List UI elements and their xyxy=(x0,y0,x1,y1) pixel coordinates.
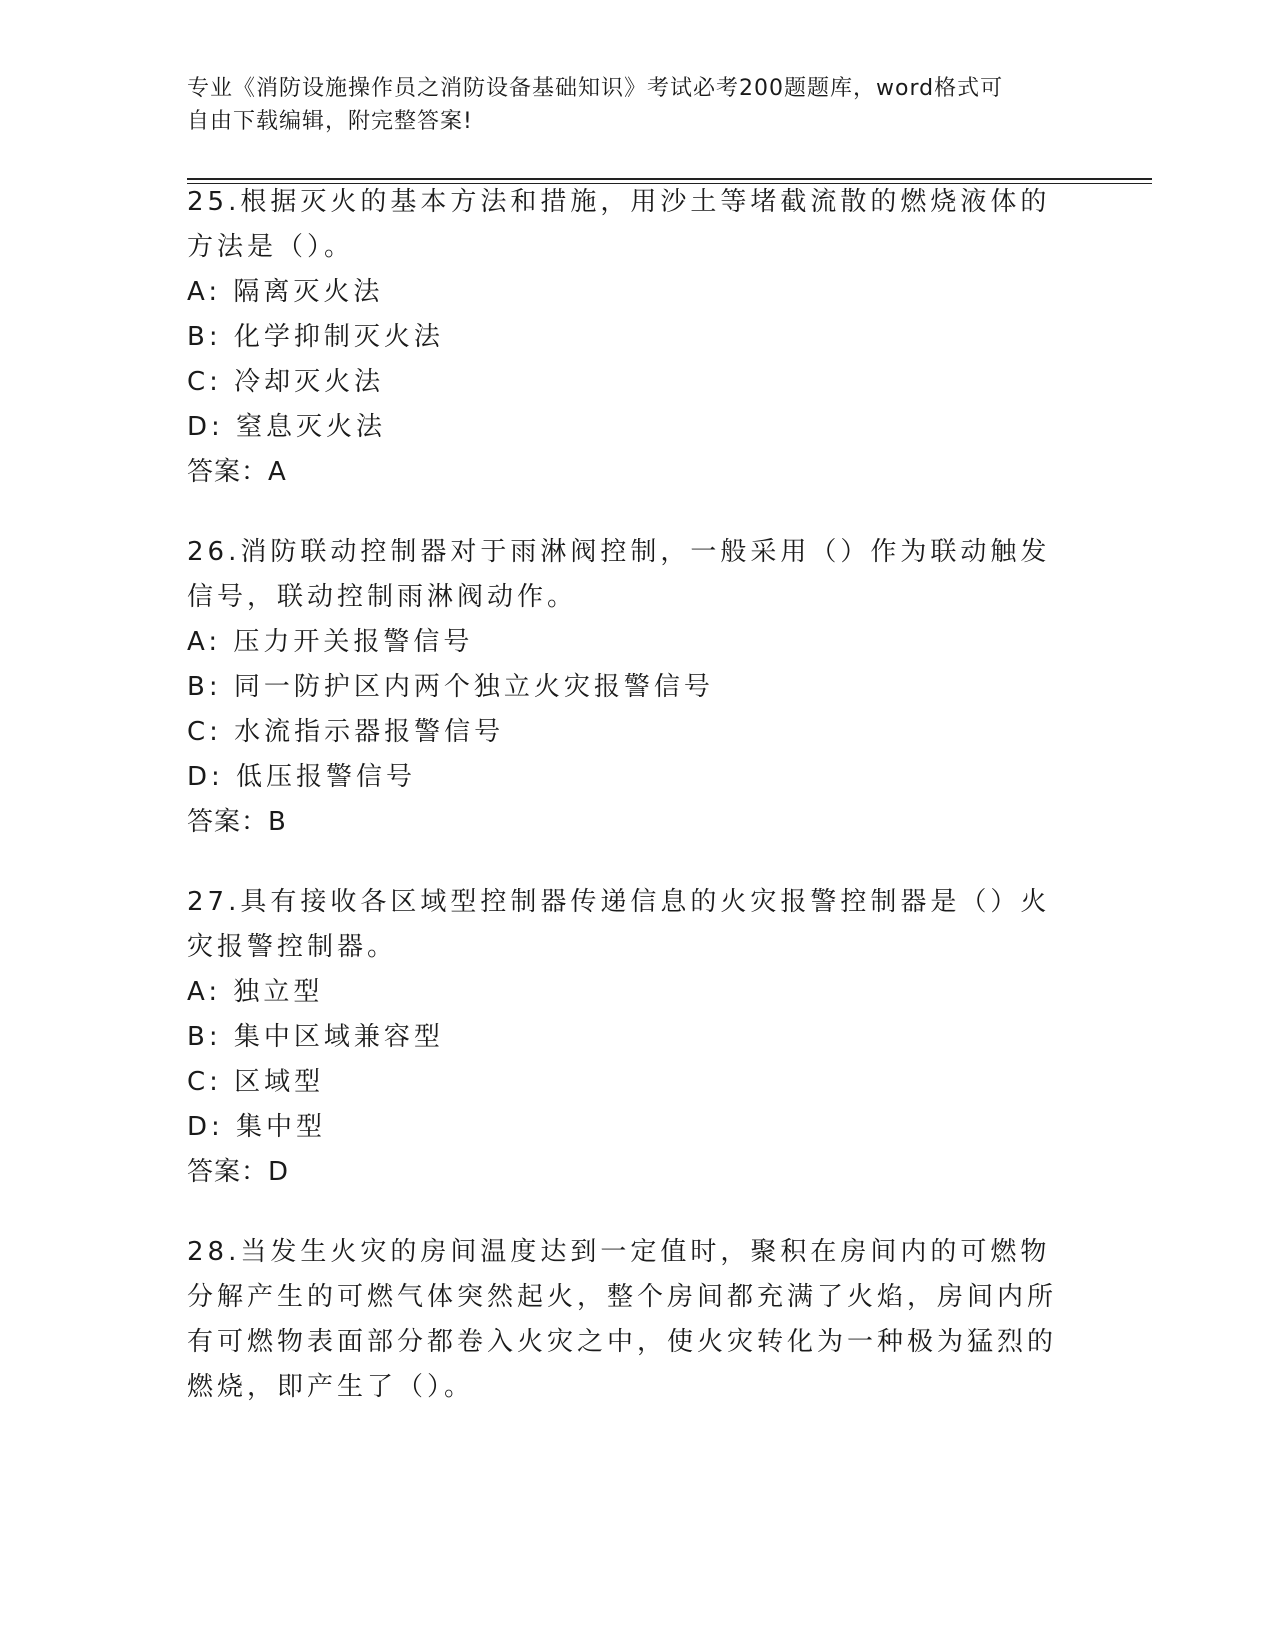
answer: 答案：D xyxy=(187,1157,290,1187)
question-text: 27.具有接收各区域型控制器传递信息的火灾报警控制器是（）火灾报警控制器。 xyxy=(187,887,1051,962)
option-d: D: 集中型 xyxy=(187,1112,327,1142)
header-line-1: 专业《消防设施操作员之消防设备基础知识》考试必考200题题库，word格式可 xyxy=(187,76,1004,101)
header-line-2: 自由下载编辑，附完整答案! xyxy=(187,109,473,134)
answer: 答案：B xyxy=(187,807,287,837)
option-d: D: 低压报警信号 xyxy=(187,762,417,792)
option-b: B: 集中区域兼容型 xyxy=(187,1022,444,1052)
answer: 答案：A xyxy=(187,457,287,487)
question-text: 26.消防联动控制器对于雨淋阀控制，一般采用（）作为联动触发信号，联动控制雨淋阀动作。 xyxy=(187,537,1051,612)
option-a: A: 隔离灭火法 xyxy=(187,277,384,307)
document-header xyxy=(187,72,1067,138)
question-26 xyxy=(187,530,1072,845)
option-b: B: 化学抑制灭火法 xyxy=(187,322,444,352)
option-a: A: 独立型 xyxy=(187,977,324,1007)
option-c: C: 冷却灭火法 xyxy=(187,367,385,397)
question-28 xyxy=(187,1230,1072,1410)
option-b: B: 同一防护区内两个独立火灾报警信号 xyxy=(187,672,714,702)
question-27 xyxy=(187,880,1072,1195)
option-d: D: 窒息灭火法 xyxy=(187,412,387,442)
question-text: 25.根据灭火的基本方法和措施，用沙土等堵截流散的燃烧液体的方法是（）。 xyxy=(187,187,1051,262)
option-a: A: 压力开关报警信号 xyxy=(187,627,474,657)
option-c: C: 区域型 xyxy=(187,1067,325,1097)
option-c: C: 水流指示器报警信号 xyxy=(187,717,505,747)
question-text: 28.当发生火灾的房间温度达到一定值时，聚积在房间内的可燃物分解产生的可燃气体突然起火，整个房间都充满了火焰，房间内所有可燃物表面部分都卷入火灾之中，使火灾转化为一种极为猛烈的燃烧，即产生了（）。 xyxy=(187,1237,1058,1402)
question-25 xyxy=(187,180,1072,495)
